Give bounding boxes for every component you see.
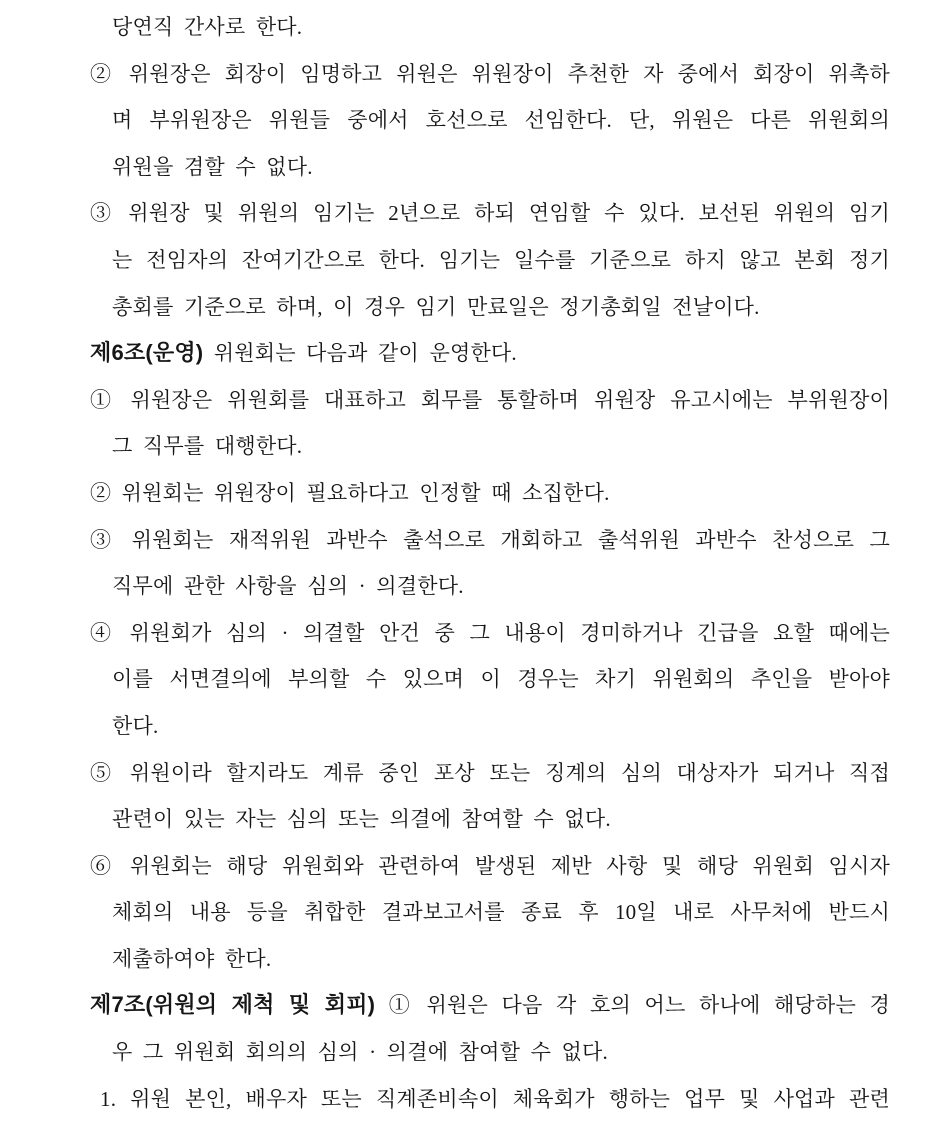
line-text: 제출하여야 한다. bbox=[112, 946, 272, 971]
line-text: 우 그 위원회 회의의 심의 · 의결에 참여할 수 없다. bbox=[112, 1040, 608, 1065]
line-text: 한다. bbox=[112, 713, 159, 738]
text-line bbox=[90, 936, 890, 983]
article-heading: 제7조(위원의 제척 및 회피) bbox=[90, 992, 376, 1018]
text-line bbox=[90, 377, 890, 424]
text-line bbox=[90, 843, 890, 890]
line-text: ① 위원은 다음 각 호의 어느 하나에 해당하는 경 bbox=[375, 993, 890, 1018]
text-line bbox=[90, 284, 890, 331]
document-text-block bbox=[90, 4, 890, 1122]
line-text: 위원회는 다음과 같이 운영한다. bbox=[203, 341, 517, 366]
text-line bbox=[90, 796, 890, 843]
text-line bbox=[90, 1076, 890, 1122]
text-line bbox=[90, 982, 890, 1029]
line-text: 총회를 기준으로 하며, 이 경우 임기 만료일은 정기총회일 전날이다. bbox=[112, 294, 760, 319]
text-line bbox=[90, 1029, 890, 1076]
text-line bbox=[90, 656, 890, 703]
line-text: 직무에 관한 사항을 심의 · 의결한다. bbox=[112, 574, 464, 599]
line-text: 1. 위원 본인, 배우자 또는 직계존비속이 체육회가 행하는 업무 및 사업과 관련 bbox=[100, 1086, 890, 1111]
text-line bbox=[90, 610, 890, 657]
line-text: ① 위원장은 위원회를 대표하고 회무를 통할하며 위원장 유고시에는 부위원장이 bbox=[90, 387, 890, 412]
text-line bbox=[90, 889, 890, 936]
text-line bbox=[90, 330, 890, 377]
line-text: ② 위원장은 회장이 임명하고 위원은 위원장이 추천한 자 중에서 회장이 위촉하 bbox=[90, 61, 890, 86]
line-text: 며 부위원장은 위원들 중에서 호선으로 선임한다. 단, 위원은 다른 위원회의 bbox=[112, 108, 890, 133]
line-text: ③ 위원회는 재적위원 과반수 출석으로 개회하고 출석위원 과반수 찬성으로 그 bbox=[90, 527, 890, 552]
line-text: 당연직 간사로 한다. bbox=[112, 15, 303, 39]
text-line bbox=[90, 51, 890, 98]
text-line bbox=[90, 470, 890, 517]
text-line bbox=[90, 750, 890, 797]
line-text: 이를 서면결의에 부의할 수 있으며 이 경우는 차기 위원회의 추인을 받아야 bbox=[112, 667, 890, 692]
text-line bbox=[90, 190, 890, 237]
text-line bbox=[90, 4, 890, 51]
text-line bbox=[90, 423, 890, 470]
text-line bbox=[90, 237, 890, 284]
text-line bbox=[90, 144, 890, 191]
line-text: 는 전임자의 잔여기간으로 한다. 임기는 일수를 기준으로 하지 않고 본회 정기 bbox=[112, 247, 890, 272]
line-text: 관련이 있는 자는 심의 또는 의결에 참여할 수 없다. bbox=[112, 807, 611, 832]
line-text: ⑤ 위원이라 할지라도 계류 중인 포상 또는 징계의 심의 대상자가 되거나 직접 bbox=[90, 760, 890, 785]
text-line bbox=[90, 517, 890, 564]
line-text: ④ 위원회가 심의 · 의결할 안건 중 그 내용이 경미하거나 긴급을 요할 때에는 bbox=[90, 620, 890, 645]
line-text: 체회의 내용 등을 취합한 결과보고서를 종료 후 10일 내로 사무처에 반드시 bbox=[112, 900, 890, 925]
article-heading: 제6조(운영) bbox=[90, 340, 204, 366]
text-line bbox=[90, 97, 890, 144]
line-text: ⑥ 위원회는 해당 위원회와 관련하여 발생된 제반 사항 및 해당 위원회 임시자 bbox=[90, 853, 890, 878]
text-line bbox=[90, 703, 890, 750]
line-text: 그 직무를 대행한다. bbox=[112, 434, 303, 459]
line-text: ② 위원회는 위원장이 필요하다고 인정할 때 소집한다. bbox=[90, 480, 610, 505]
text-line bbox=[90, 563, 890, 610]
line-text: ③ 위원장 및 위원의 임기는 2년으로 하되 연임할 수 있다. 보선된 위원의 임기 bbox=[90, 201, 890, 226]
line-text: 위원을 겸할 수 없다. bbox=[112, 154, 313, 179]
